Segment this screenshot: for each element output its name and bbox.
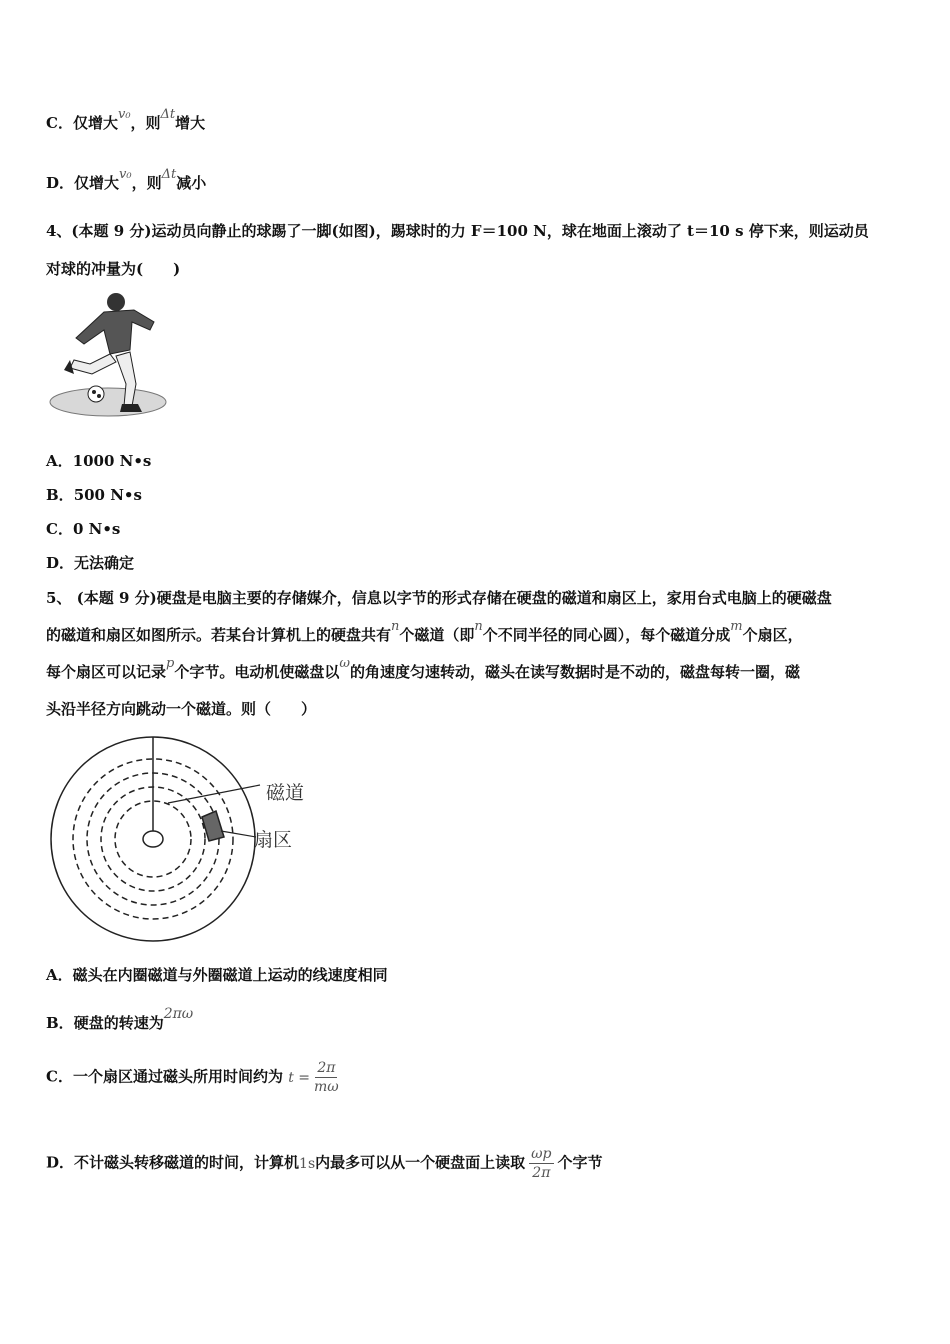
q5-stem-line2: 的磁道和扇区如图所示。若某台计算机上的硬盘共有n个磁道（即n个不同半径的同心圆），每个磁道分成m个扇区，: [46, 619, 803, 644]
q5-option-a: A．磁头在内圈磁道与外圈磁道上运动的线速度相同: [46, 966, 388, 984]
q4-option-b: B．500 N•s: [46, 486, 142, 504]
math-omega: ω: [339, 656, 350, 671]
math-2pi-omega: 2πω: [163, 1006, 194, 1022]
option-letter: C．: [46, 114, 73, 132]
q4-option-d: D．无法确定: [46, 554, 135, 572]
q4-stem-line1: 4、(本题 9 分)运动员向静止的球踢了一脚(如图)，踢球时的力 F＝100 N，球在地面上滚动了 t＝10 s 停下来，则运动员: [46, 222, 869, 240]
math-n: n: [474, 619, 483, 634]
math-delta-t: Δt: [160, 107, 176, 122]
q4-option-a: A．1000 N•s: [46, 452, 152, 470]
math-n: n: [391, 619, 400, 634]
q5-stem-line3: 每个扇区可以记录p个字节。电动机使磁盘以ω的角速度匀速转动，磁头在读写数据时是不动的，磁盘每转一圈，磁: [46, 656, 800, 681]
spindle-hole: [143, 831, 163, 847]
q5-stem-line1: 5、 (本题 9 分)硬盘是电脑主要的存储媒介，信息以字节的形式存储在硬盘的磁道和扇区上，家用台式电脑上的硬磁盘: [46, 589, 832, 607]
math-v0: v₀: [117, 107, 131, 122]
fraction-omega-p-over-2pi: $\frac{\omega p}{2\pi}$: [531, 1146, 552, 1181]
q3-option-d: D．仅增大v₀，则Δt减小: [46, 167, 207, 192]
q3-option-c: C．仅增大v₀，则Δt增大: [46, 107, 206, 132]
q4-stem-line2: 对球的冲量为( ): [46, 260, 181, 278]
math-m: m: [730, 619, 743, 634]
q5-stem-line4: 头沿半径方向跳动一个磁道。则（ ）: [46, 700, 317, 718]
fraction-2pi-over-m-omega: $\frac{2\pi}{m\omega}$: [314, 1060, 339, 1095]
math-1s: 1s: [299, 1155, 316, 1172]
math-v0: v₀: [119, 167, 132, 182]
math-p: p: [166, 656, 175, 671]
track-label: 磁道: [266, 783, 305, 804]
option-letter: D．: [46, 174, 75, 192]
math-delta-t: Δt: [161, 167, 177, 182]
soccer-player-figure: [46, 288, 172, 424]
q4-option-c: C．0 N•s: [46, 520, 121, 538]
sector-label: 扇区: [254, 830, 293, 851]
sector-pointer: [221, 831, 256, 837]
q5-option-d: D．不计磁头转移磁道的时间，计算机1s内最多可以从一个硬盘面上读取 $\frac{\omega p}{2\pi}$ 个字节: [46, 1146, 603, 1181]
q5-option-b: B．硬盘的转速为2πω: [46, 1006, 194, 1032]
math-t-eq: t =: [288, 1069, 311, 1086]
q5-option-c: C．一个扇区通过磁头所用时间约为 t = $\frac{2\pi}{m\omega}$: [46, 1060, 339, 1095]
hard-disk-figure: [46, 735, 326, 947]
